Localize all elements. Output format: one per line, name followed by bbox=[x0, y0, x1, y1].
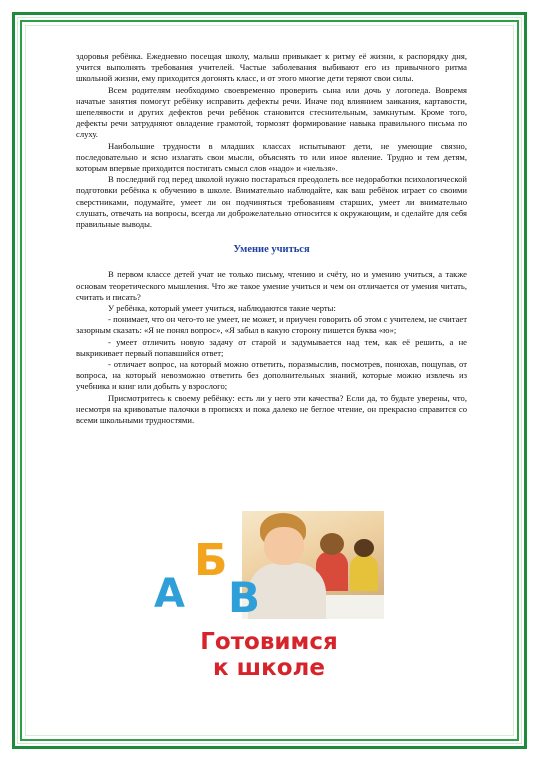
background-child-head bbox=[320, 533, 344, 555]
letter-v: В bbox=[228, 573, 261, 622]
children-photo bbox=[242, 511, 384, 619]
letter-b: Б bbox=[194, 535, 228, 586]
illustration-caption bbox=[154, 629, 384, 681]
paragraph: Наибольшие трудности в младших классах испытывают дети, не умеющие связно, последовательно и ясно излагать свои мысли, объяснять то или иное явление. Трудно и тем детям, которым впервые приходится постигать смысл слов «надо» и «нельзя». bbox=[76, 140, 467, 174]
article-body bbox=[76, 51, 467, 426]
caption-line: к школе bbox=[213, 655, 325, 681]
school-illustration bbox=[154, 511, 384, 693]
paragraph: Присмотритесь к своему ребёнку: есть ли у него эти качества? Если да, то будьте уверены, что, несмотря на кривоватые палочки в прописях и пока далеко не беглое чтение, он прекрасно справится со всеми школьными трудностями. bbox=[76, 392, 467, 426]
list-item: - умеет отличить новую задачу от старой и задумывается над тем, как её решить, а не выкрикивает первый попавшийся ответ; bbox=[76, 336, 467, 358]
paragraph: здоровья ребёнка. Ежедневно посещая школу, малыш привыкает к ритму её жизни, к распорядку дня, учится выполнять требования учителей. Частые заболевания выбивают его из привычного ритма школьной жизни, ему приходится догонять класс, и от этого многие дети теряют свои силы. bbox=[76, 51, 467, 84]
list-item: - понимает, что он чего-то не умеет, не может, и приучен говорить об этом с учителем, не считает зазорным сказать: «Я не понял вопрос», «Я забыл в какую сторону пишется буква «ю»; bbox=[76, 314, 467, 336]
paragraph: В первом классе детей учат не только письму, чтению и счёту, но и умению учиться, а также основам теоретического мышления. Что же такое умение учиться и чем он отличается от умения читать, считать и писать? bbox=[76, 269, 467, 302]
section-heading: Умение учиться bbox=[233, 244, 310, 256]
letter-a: А bbox=[154, 571, 185, 617]
paragraph: Всем родителям необходимо своевременно проверить сына или дочь у логопеда. Вовремя начатые занятия помогут ребёнку исправить дефекты речи. Иначе под влиянием заикания, картавости, шепелявости и других дефектов речи ребёнок становится стеснительным, замкнутым. Кроме того, дефекты речи затрудняют овладение грамотой, тормозят формирование навыка правильного письма по слуху. bbox=[76, 84, 467, 140]
boy-face bbox=[264, 527, 304, 565]
background-child-head bbox=[354, 539, 374, 557]
caption-line: Готовимся bbox=[200, 629, 338, 655]
paragraph: У ребёнка, который умеет учиться, наблюдаются такие черты: bbox=[108, 303, 336, 314]
paragraph: В последний год перед школой нужно постараться преодолеть все недоработки психологической подготовки ребёнка к обучению в школе. Внимательно наблюдайте, как ваш ребёнок играет со своими сверстниками, подумайте, умеет ли он подчиняться требованиям старших, умеет ли внимательно слушать, отвечать на вопросы, всегда ли доброжелательно относится к окружающим, и сделайте для себя правильные выводы. bbox=[76, 174, 467, 230]
list-item: - отличает вопрос, на который можно ответить, поразмыслив, посмотрев, понюхав, пощупав, от вопроса, на который невозможно ответить без дополнительных знаний, которые можно извлечь из учебника и книг или добыть у взрослого; bbox=[76, 359, 467, 392]
background-child bbox=[350, 555, 378, 591]
